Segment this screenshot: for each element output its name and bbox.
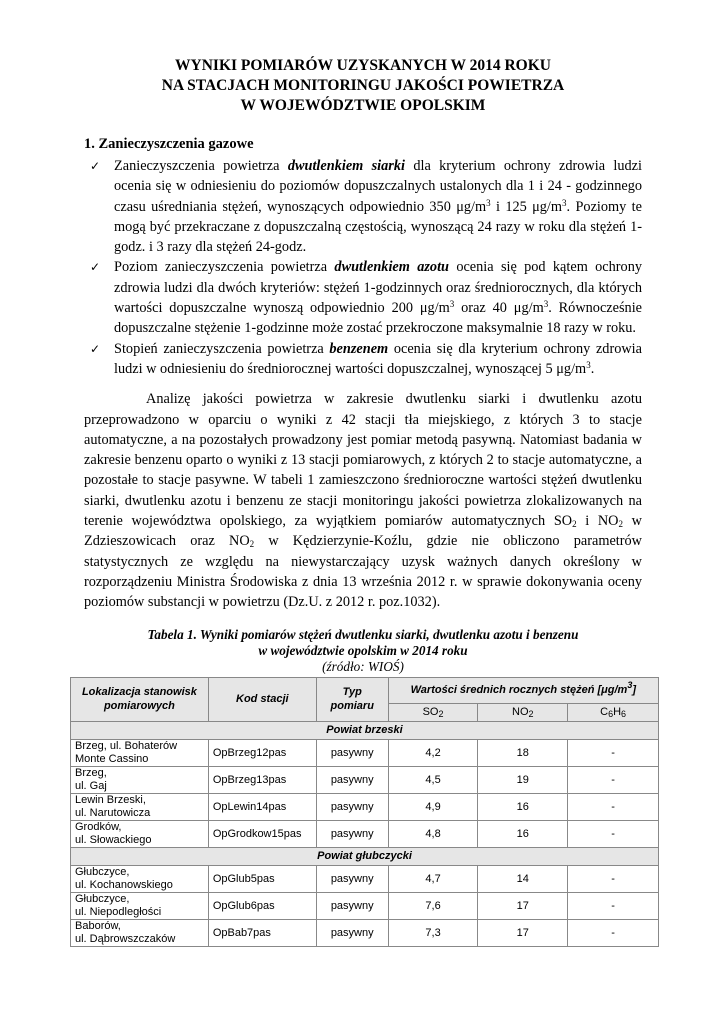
so2-cell: 4,5	[388, 766, 478, 793]
header-values: Wartości średnich rocznych stężeń $[\mu g/m^3]$	[388, 677, 658, 703]
code-cell: OpLewin14pas	[208, 793, 316, 820]
title-line-1: WYNIKI POMIARÓW UZYSKANYCH W 2014 ROKU	[175, 57, 551, 74]
term-sulfur-dioxide: dwutlenkiem siarki	[287, 158, 405, 174]
location-cell: Głubczyce, ul. Kochanowskiego	[71, 865, 209, 892]
location-cell: Głubczyce, ul. Niepodległości	[71, 892, 209, 919]
location-cell: Brzeg, ul. Gaj	[71, 766, 209, 793]
analysis-paragraph: Analizę jakości powietrza w zakresie dwutlenku siarki i dwutlenku azotu przeprowadzono w oparciu o wyniki z 42 stacji tła miejskiego, z których 3 to stacje automatyczne, a na pozostałych prowadzony jest pomiar metodą pasywną. Natomiast badania w zakresie benzenu oparto o wyniki z 13 stacji pomiarowych, z których 2 to stacje automatyczne, a pozostałe to stacje pasywne. W tabeli 1 zamieszczono średnioroczne wartości stężeń dwutlenku siarki, dwutlenku azotu i benzenu ze stacji monitoringu jakości powietrza zlokalizowanych na terenie województwa opolskiego, za wyjątkiem pomiarów automatycznych $SO_2$ i $NO_2$ w Zdzieszowicach oraz $NO_2$ w Kędzierzynie-Koźlu, gdzie nie obliczono parametrów statystycznych ze względu na niewystarczający uzysk ważnych danych określony w rozporządzeniu Ministra Środowiska z dnia 13 września 2012 r. w sprawie dokonywania oceny poziomów substancji w powietrzu (Dz.U. z 2012 r. poz.1032).	[84, 391, 642, 611]
caption-line-1: Tabela 1. Wyniki pomiarów stężeń dwutlenku siarki, dwutlenku azotu i benzenu	[147, 626, 579, 642]
type-cell: pasywny	[316, 766, 388, 793]
location-cell: Lewin Brzeski, ul. Narutowicza	[71, 793, 209, 820]
bullet-benzene: ✓ Stopień zanieczyszczenia powietrza benzenem ocenia się dla kryterium ochrony zdrowia ludzi w odniesieniu do średniorocznej wartości dopuszczalnej, wynoszącej 5 $\mu g/m^3$.	[90, 340, 642, 377]
document-title	[84, 56, 642, 116]
caption-line-2: w województwie opolskim w 2014 roku (źródło: WIOŚ)	[84, 643, 642, 675]
so2-cell: 4,8	[388, 820, 478, 847]
c6h6-cell: -	[568, 892, 659, 919]
c6h6-cell: -	[568, 793, 659, 820]
bullet-nitrogen-dioxide: ✓ Poziom zanieczyszczenia powietrza dwutlenkiem azotu ocenia się pod kątem ochrony zdrowia ludzi dla dwóch kryteriów: stężeń 1-godzinnych oraz średniorocznych, dla których wartości dopuszczalne wynoszą odpowiednio 200 $\mu g/m^3$ oraz 40 $\mu g/m^3$. Równocześnie dopuszczalne stężenie 1-godzinne może zostać przekroczone maksymalnie 18 razy w roku.	[90, 259, 643, 337]
no2-cell: 18	[478, 739, 568, 766]
table-row	[71, 793, 659, 820]
header-location: Lokalizacja stanowisk pomiarowych	[71, 677, 209, 721]
bullet-sulfur-dioxide: ✓ Zanieczyszczenia powietrza dwutlenkiem siarki dla kryterium ochrony zdrowia ludzi ocenia się w odniesieniu do poziomów dopuszczalnych ustalonych dla 1 i 24 - godzinnego czasu uśredniania stężeń, wynoszących odpowiednio 350 $\mu g/m^3$ i 125 $\mu g/m^3$. Poziomy te mogą być przekraczane z dopuszczalną częstością, wynoszącą 24 razy w roku dla stężeń 1-godz. i 3 razy dla stężeń 24-godz.	[90, 158, 642, 256]
location-cell: Brzeg, ul. Bohaterów Monte Cassino	[71, 739, 209, 766]
checkmark-icon: ✓	[90, 341, 101, 356]
no2-cell: 17	[478, 919, 568, 946]
document-page	[75, 56, 643, 947]
code-cell: OpBrzeg12pas	[208, 739, 316, 766]
table-row	[71, 766, 659, 793]
no2-cell: 19	[478, 766, 568, 793]
code-cell: OpGlub6pas	[208, 892, 316, 919]
title-line-2: NA STACJACH MONITORINGU JAKOŚCI POWIETRZA	[161, 77, 565, 94]
criteria-list	[84, 156, 642, 379]
term-benzene: benzenem	[329, 340, 389, 357]
code-cell: OpBrzeg13pas	[208, 766, 316, 793]
table-caption	[84, 627, 642, 675]
group-name: Powiat głubczycki	[71, 847, 659, 865]
type-cell: pasywny	[316, 919, 388, 946]
so2-cell: 4,2	[388, 739, 478, 766]
so2-cell: 4,9	[388, 793, 478, 820]
term-nitrogen-dioxide: dwutlenkiem azotu	[334, 259, 449, 276]
code-cell: OpGrodkow15pas	[208, 820, 316, 847]
header-type: Typ pomiaru	[316, 677, 388, 721]
group-name: Powiat brzeski	[71, 721, 659, 739]
no2-cell: 14	[478, 865, 568, 892]
table-row	[71, 865, 659, 892]
so2-cell: 7,6	[388, 892, 478, 919]
group-row	[71, 847, 659, 865]
checkmark-icon: ✓	[90, 260, 101, 275]
title-line-3: W WOJEWÓDZTWIE OPOLSKIM	[240, 97, 486, 114]
code-cell: OpBab7pas	[208, 919, 316, 946]
measurements-table	[70, 677, 659, 947]
c6h6-cell: -	[568, 865, 659, 892]
c6h6-cell: -	[568, 739, 659, 766]
c6h6-cell: -	[568, 820, 659, 847]
type-cell: pasywny	[316, 820, 388, 847]
type-cell: pasywny	[316, 793, 388, 820]
no2-cell: 16	[478, 820, 568, 847]
no2-cell: 16	[478, 793, 568, 820]
section-heading: 1. Zanieczyszczenia gazowe	[84, 136, 254, 152]
location-cell: Grodków, ul. Słowackiego	[71, 820, 209, 847]
type-cell: pasywny	[316, 865, 388, 892]
no2-cell: 17	[478, 892, 568, 919]
table-row	[71, 892, 659, 919]
c6h6-cell: -	[568, 919, 659, 946]
so2-cell: 7,3	[388, 919, 478, 946]
table-row	[71, 919, 659, 946]
code-cell: OpGlub5pas	[208, 865, 316, 892]
so2-cell: 4,7	[388, 865, 478, 892]
header-so2: $SO_2$	[388, 703, 478, 721]
table-row	[71, 739, 659, 766]
type-cell: pasywny	[316, 892, 388, 919]
header-code: Kod stacji	[208, 677, 316, 721]
header-no2: $NO_2$	[478, 703, 568, 721]
c6h6-cell: -	[568, 766, 659, 793]
checkmark-icon: ✓	[90, 159, 101, 173]
type-cell: pasywny	[316, 739, 388, 766]
location-cell: Baborów, ul. Dąbrowszczaków	[71, 919, 209, 946]
header-c6h6: $C_6H_6$	[568, 703, 659, 721]
caption-source: (źródło: WIOŚ)	[322, 658, 404, 674]
group-row	[71, 721, 659, 739]
table-row	[71, 820, 659, 847]
